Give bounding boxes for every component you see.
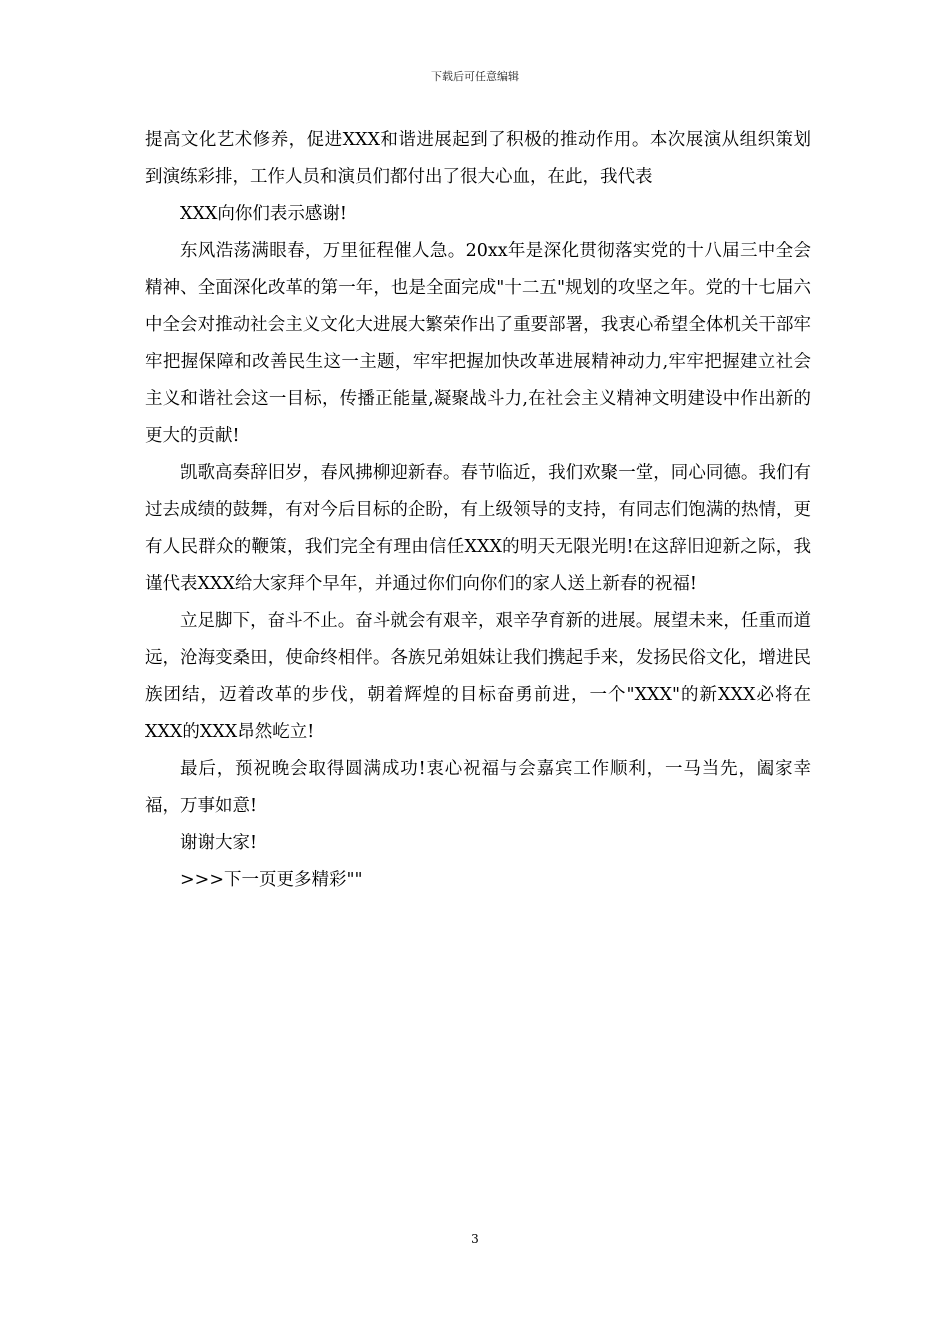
next-page-link[interactable]: >>>下一页更多精彩"" <box>180 870 363 890</box>
page-number: 3 <box>471 1232 479 1246</box>
body-text <box>145 122 811 899</box>
paragraph-thank-you: 谢谢大家! <box>180 833 258 853</box>
paragraph-struggle: 立足脚下，奋斗不止。奋斗就会有艰辛，艰辛孕育新的进展。展望未来，任重而道远，沧海变桑田，使命终相伴。各族兄弟姐妹让我们携起手来，发扬民俗文化，增进民族团结，迈着改革的步伐，朝着辉煌的目标奋勇前进，一个"XXX"的新XXX必将在XXX的XXX昂然屹立! <box>145 611 811 742</box>
header-note: 下载后可任意编辑 <box>431 70 519 83</box>
paragraph-east-wind: 东风浩荡满眼春，万里征程催人急。20xx年是深化贯彻落实党的十八届三中全会精神、全面深化改革的第一年，也是全面完成"十二五"规划的攻坚之年。党的十七届六中全会对推动社会主义文化大进展大繁荣作出了重要部署，我衷心希望全体机关干部牢牢把握保障和改善民生这一主题，牢牢把握加快改革进展精神动力,牢牢把握建立社会主义和谐社会这一目标，传播正能量,凝聚战斗力,在社会主义精神文明建设中作出新的更大的贡献! <box>145 241 811 446</box>
paragraph-continuation: 提高文化艺术修养，促进XXX和谐进展起到了积极的推动作用。本次展演从组织策划到演练彩排，工作人员和演员们都付出了很大心血，在此，我代表 <box>145 130 811 187</box>
paragraph-new-year: 凯歌高奏辞旧岁，春风拂柳迎新春。春节临近，我们欢聚一堂，同心同德。我们有过去成绩的鼓舞，有对今后目标的企盼，有上级领导的支持，有同志们饱满的热情，更有人民群众的鞭策，我们完全有理由信任XXX的明天无限光明!在这辞旧迎新之际，我谨代表XXX给大家拜个早年，并通过你们向你们的家人送上新春的祝福! <box>145 463 811 594</box>
paragraph-wishes: 最后，预祝晚会取得圆满成功!衷心祝福与会嘉宾工作顺利，一马当先，阖家幸福，万事如意! <box>145 759 811 816</box>
paragraph-thanks: XXX向你们表示感谢! <box>180 204 347 224</box>
